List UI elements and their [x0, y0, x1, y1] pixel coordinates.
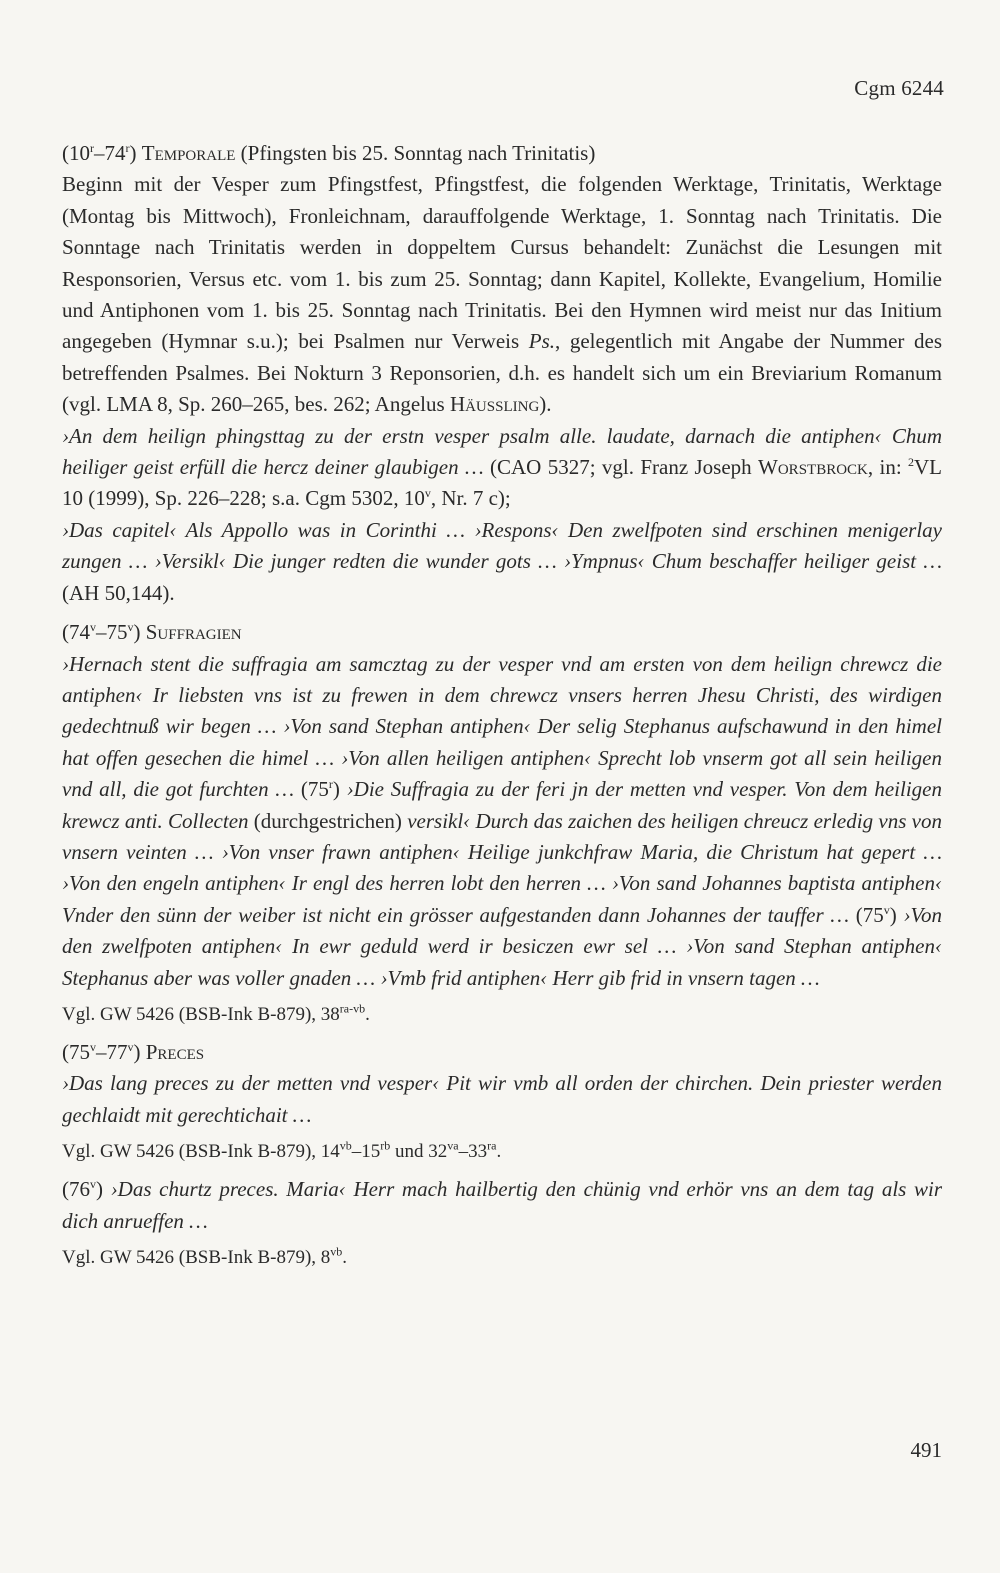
incipit-quote: ›An dem heilign phingsttag zu der erstn vesper psalm alle. laudate, darnach die antiphen‹ Chum heiliger geist erfüll die hercz deiner glaubigen … [62, 423, 942, 480]
section-76v: (76$^v$) ›Das churtz preces. Maria‹ Herr mach hailbertig den chünig vnd erhör vns an dem tag als wir dich anrueffen … [62, 1177, 943, 1233]
reference-note: Vgl. GW 5426 (BSB-Ink B-879), $38^{ra-vb}$. [62, 1001, 370, 1025]
section-suffragien: (74$^v$–75$^v$) Suffragien ›Hernach stent die suffragia am samcztag zu der vesper vnd am ersten von dem heilign chrewcz die antiphen‹ Ir liebsten vns ist zu frewen in dem chrewcz vnsers herren Jhesu Christi, des wirdigen gedechtnuß wir begen … ›Von sand Stephan antiphen‹ Der selig Stephanus aufschawund in den himel hat offen gesechen die himel … ›Von allen heiligen antiphen‹ Sprecht lob vnserm got all sein heiligen vnd all, die got furchten … (75$^r$) ›Die Suffragia zu der feri jn der metten vnd vesper. Von dem heiligen krewcz anti. Collecten (durchgestrichen) versikl‹ Durch das zaichen des heiligen chreucz erledig vns von vnsern veinten … ›Von vnser frawn antiphen‹ Heilige junkchfraw Maria, die Christum hat gepert … ›Von den engeln antiphen‹ Ir engl des herren lobt den herren … ›Von sand Johannes baptista antiphen‹ Vnder den sünn der weiber ist nicht ein grösser aufgestanden dann Johannes der tauffer … (75$^v$) ›Von den zwelfpoten antiphen‹ In ewr geduld werd ir besiczen ewr sel … ›Von sand Stephan antiphen‹ Stephanus aber was voller gnaden … ›Vmb frid antiphen‹ Herr gib frid in vnsern tagen … [62, 620, 942, 990]
page-body [62, 138, 942, 1280]
section-title: Preces [145, 1039, 205, 1064]
section-temporale: (10$^r$–74$^r$) Temporale (Pfingsten bis 25. Sonntag nach Trinitatis) Beginn mit der Vesper zum Pfingstfest, Pfingstfest, die folgenden Werktage, Trinitatis, Werktage (Montag bis Mittwoch), Fronleichnam, darauffolgende Werktage, 1. Sonntag nach Trinitatis. Die Sonntage nach Trinitatis werden in doppeltem Cursus behandelt: Zunächst die Lesungen mit Responsorien, Versus etc. vom 1. bis zum 25. Sonntag; dann Kapitel, Kollekte, Evangelium, Homilie und Antiphonen vom 1. bis 25. Sonntag nach Trinitatis. Bei den Hymnen wird meist nur das Initium angegeben (Hymnar s.u.); bei Psalmen nur Verweis Ps., gelegentlich mit Angabe der Nummer des betreffenden Psalmes. Bei Nokturn 3 Reponsorien, d.h. es handelt sich um ein Breviarium Romanum (vgl. LMA 8, Sp. 260–265, bes. 262; Angelus Häussling). ›An dem heilign phingsttag zu der erstn vesper psalm alle. laudate, darnach die antiphen‹ Chum heiliger geist erfüll die hercz deiner glaubigen … (CAO 5327; vgl. Franz Joseph Worstbrock, in: $^2$VL 10 (1999), Sp. 226–228; s.a. Cgm 5302, 10$^v$, Nr. 7 c); ›Das capitel‹ Als Appollo was in Corinthi … ›Respons‹ Den zwelfpoten sind erschinen menigerlay zungen … ›Versikl‹ Die junger redten die wunder gots … ›Ympnus‹ Chum beschaffer heiliger geist … (AH 50,144). [62, 141, 943, 605]
section-title: Suffragien [145, 620, 242, 645]
temporale-description: Beginn mit der Vesper zum Pfingstfest, Pfingstfest, die folgenden Werktage, Trinitatis, Werktage (Montag bis Mittwoch), Fronleichnam, darauffolgende Werktage, 1. Sonntag nach Trinitatis. Die Sonntage nach Trinitatis werden in doppeltem Cursus behandelt: Zunächst die Lesungen mit Responsorien, Versus etc. vom 1. bis zum 25. Sonntag; dann Kapitel, Kollekte, Evangelium, Homilie und Antiphonen vom 1. bis 25. Sonntag nach Trinitatis. Bei den Hymnen wird meist nur das Initium angegeben (Hymnar s.u.); bei Psalmen nur Verweis [62, 172, 942, 354]
reference-note: Vgl. GW 5426 (BSB-Ink B-879), $8^{vb}$. [62, 1244, 348, 1268]
section-title: Temporale [141, 141, 236, 165]
page-number: 491 [910, 1438, 942, 1462]
running-header: Cgm 6244 [854, 76, 944, 100]
reference-note: Vgl. GW 5426 (BSB-Ink B-879), $14^{vb}-15^{rb}$ und $32^{va}-33^{ra}$. [62, 1138, 502, 1163]
section-preces: (75$^v$–77$^v$) Preces ›Das lang preces zu der metten vnd vesper‹ Pit wir vmb all orden der chirchen. Dein priester werden gechlaidt mit gerechtichait … [62, 1039, 942, 1127]
incipit-quote: ›Das capitel‹ Als Appollo was in Corinthi … ›Respons‹ Den zwelfpoten sind erschinen menigerlay zungen … ›Versikl‹ Die junger redten die wunder gots … ›Ympnus‹ Chum beschaffer heiliger geist … [62, 517, 942, 574]
